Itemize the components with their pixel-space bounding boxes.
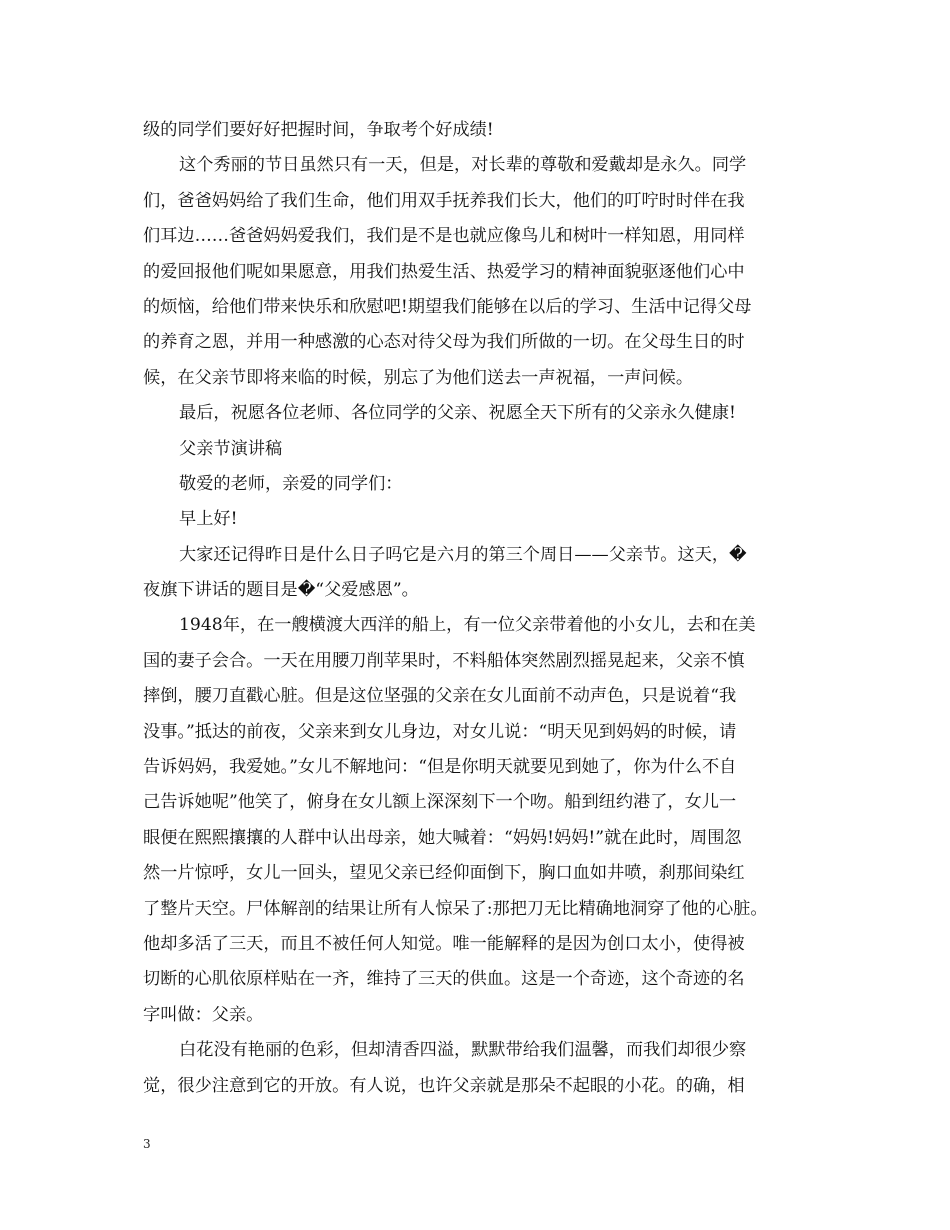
text-line: 字叫做：父亲。 (143, 1004, 264, 1025)
text-line: 1948年，在一艘横渡大西洋的船上，有一位父亲带着他的小女儿，去和在美 (179, 615, 756, 636)
text-line: 切断的心肌依原样贴在一齐，维持了三天的供血。这是一个奇迹，这个奇迹的名 (143, 969, 745, 990)
text-line: 告诉妈妈，我爱她。”女儿不解地问：“但是你明天就要见到她了，你为什么不自 (143, 757, 737, 778)
text-line: 国的妻子会合。一天在用腰刀削苹果时，不料船体突然剧烈摇晃起来，父亲不慎 (143, 650, 745, 671)
text-line: 父亲节演讲稿 (179, 438, 283, 459)
text-line: 的烦恼，给他们带来快乐和欣慰吧!期望我们能够在以后的学习、生活中记得父母 (143, 296, 752, 317)
text-line: 的爱回报他们呢如果愿意，用我们热爱生活、热爱学习的精神面貌驱逐他们心中 (143, 261, 745, 282)
text-line: 候，在父亲节即将来临的时候，别忘了为他们送去一声祝福，一声问候。 (143, 367, 694, 388)
text-line: 最后，祝愿各位老师、各位同学的父亲、祝愿全天下所有的父亲永久健康! (179, 403, 736, 424)
text-line: 眼便在熙熙攘攘的人群中认出母亲，她大喊着：“妈妈!妈妈!”就在此时，周围忽 (143, 827, 742, 848)
text-line: 夜旗下讲话的题目是�“父爱感恩”。 (143, 580, 419, 601)
text-line: 大家还记得昨日是什么日子吗它是六月的第三个周日——父亲节。这天，� (179, 544, 747, 565)
page-number: 3 (143, 1137, 151, 1151)
text-line: 级的同学们要好好把握时间，争取考个好成绩! (143, 120, 494, 140)
document-body (143, 113, 823, 1104)
text-line: 没事。”抵达的前夜，父亲来到女儿身边，对女儿说：“明天见到妈妈的时候，请 (143, 721, 737, 742)
text-line: 然一片惊呼，女儿一回头，望见父亲已经仰面倒下，胸口血如井喷，刹那间染红 (143, 863, 745, 884)
text-line: 们耳边……爸爸妈妈爱我们，我们是不是也就应像鸟儿和树叶一样知恩，用同样 (143, 226, 745, 247)
text-line: 的养育之恩，并用一种感激的心态对待父母为我们所做的一切。在父母生日的时 (143, 332, 745, 353)
text-line: 觉，很少注意到它的开放。有人说，也许父亲就是那朵不起眼的小花。的确，相 (143, 1075, 745, 1096)
text-line: 己告诉她呢”他笑了，俯身在女儿额上深深刻下一个吻。船到纽约港了，女儿一 (143, 792, 737, 813)
text-line: 摔倒，腰刀直戳心脏。但是这位坚强的父亲在女儿面前不动声色，只是说着“我 (143, 686, 737, 707)
text-line: 敬爱的老师，亲爱的同学们： (179, 473, 403, 494)
text-line: 他却多活了三天，而且不被任何人知觉。唯一能解释的是因为创口太小，使得被 (143, 933, 745, 954)
text-line: 这个秀丽的节日虽然只有一天，但是，对长辈的尊敬和爱戴却是永久。同学 (179, 155, 747, 176)
text-line: 了整片天空。尸体解剖的结果让所有人惊呆了:那把刀无比精确地洞穿了他的心脏。 (143, 898, 768, 919)
text-line: 早上好! (179, 509, 238, 530)
text-line: 白花没有艳丽的色彩，但却清香四溢，默默带给我们温馨，而我们却很少察 (179, 1040, 747, 1061)
text-line: 们，爸爸妈妈给了我们生命，他们用双手抚养我们长大，他们的叮咛时时伴在我 (143, 190, 745, 211)
